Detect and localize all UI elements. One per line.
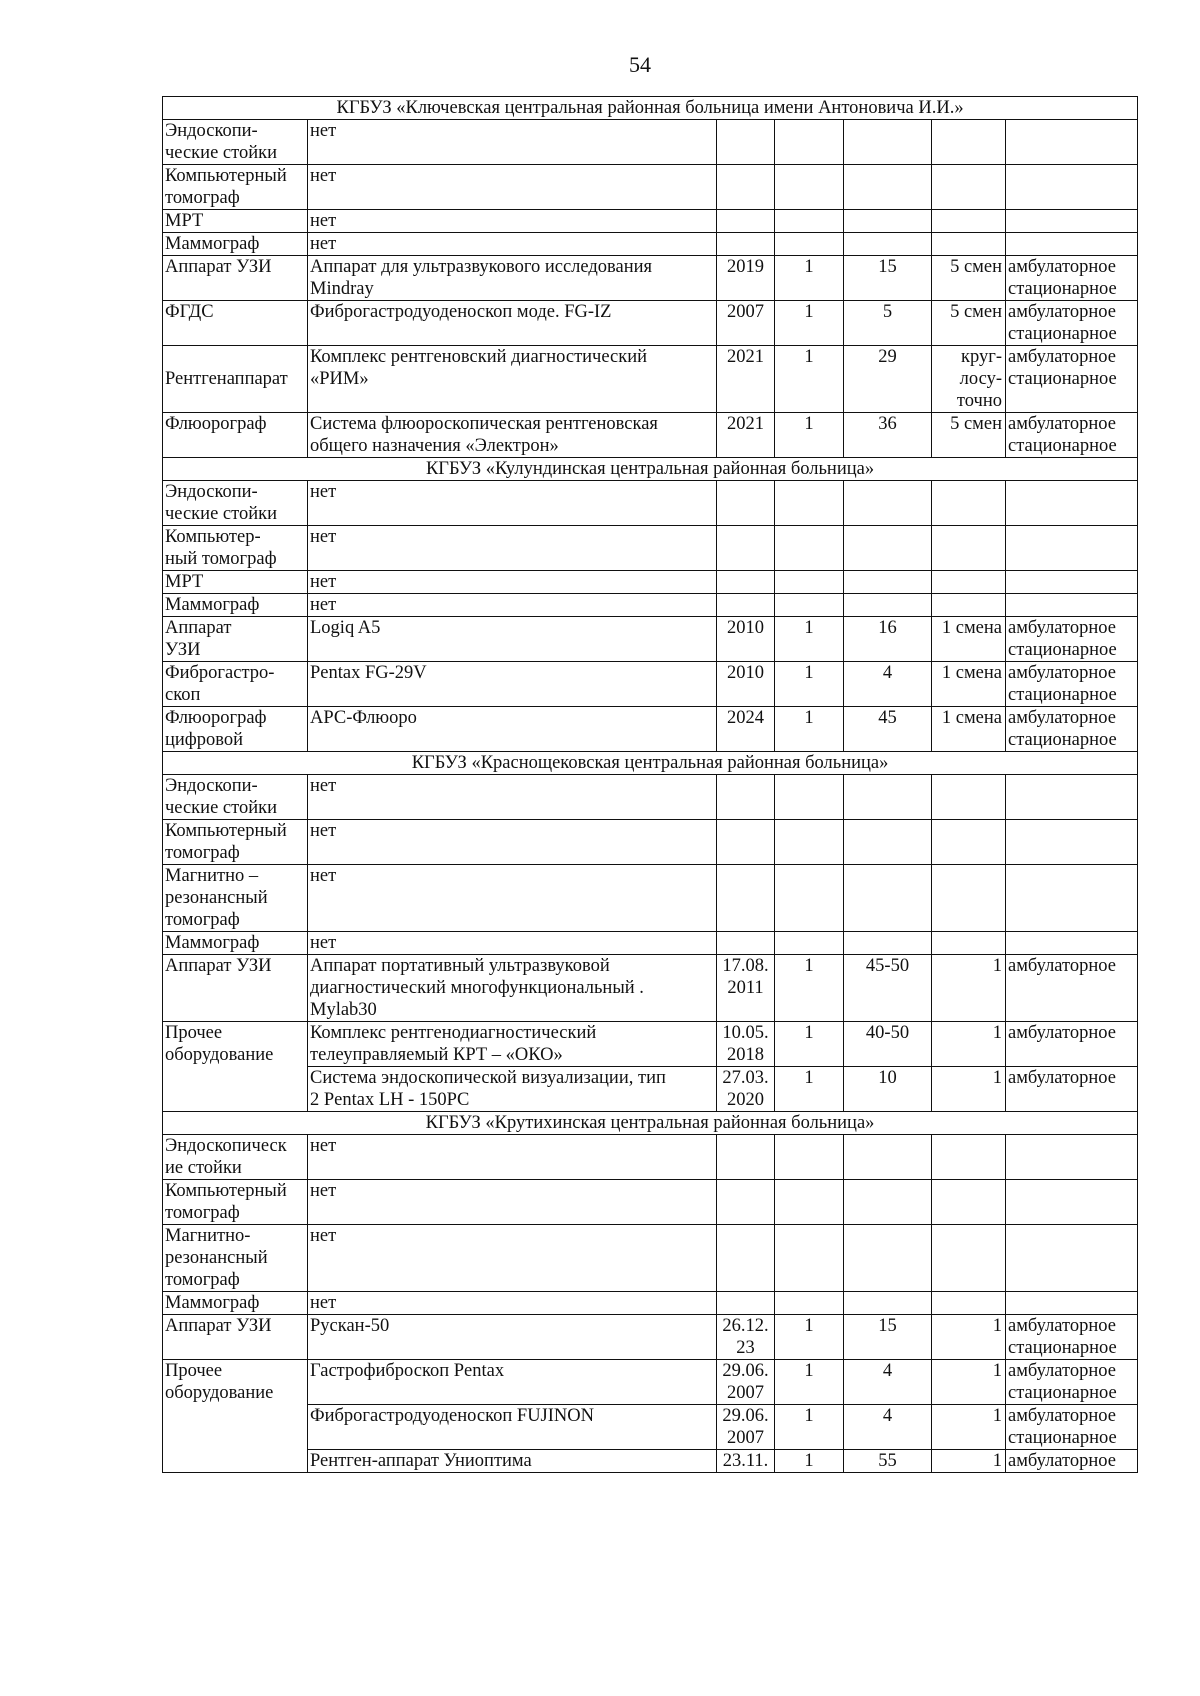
table-row xyxy=(163,1022,1138,1067)
shift-cell: 1 xyxy=(932,955,1006,1022)
equipment-type-cell: Аппарат УЗИ xyxy=(163,1315,308,1360)
table-row xyxy=(163,617,1138,662)
mode-cell xyxy=(1006,1225,1138,1292)
equipment-name-cell: Комплекс рентгеновский диагностический «РИМ» xyxy=(308,346,717,413)
page-number: 54 xyxy=(629,52,651,77)
quantity-cell: 1 xyxy=(775,1450,844,1473)
equipment-name-cell: Система эндоскопической визуализации, тип 2 Pentax LH - 150PC xyxy=(308,1067,717,1112)
table-row xyxy=(163,820,1138,865)
shift-cell: 1 xyxy=(932,1315,1006,1360)
shift-cell xyxy=(932,526,1006,571)
shift-cell: 1 xyxy=(932,1405,1006,1450)
year-cell xyxy=(717,233,775,256)
equipment-type-cell: Компьютерный томограф xyxy=(163,1180,308,1225)
shift-cell xyxy=(932,481,1006,526)
shift-cell xyxy=(932,1292,1006,1315)
shift-cell: 1 xyxy=(932,1067,1006,1112)
mode-cell xyxy=(1006,594,1138,617)
quantity-cell xyxy=(775,1292,844,1315)
section-header: КГБУЗ «Краснощековская центральная районная больница» xyxy=(163,752,1138,775)
wear-cell xyxy=(844,775,932,820)
year-cell xyxy=(717,165,775,210)
quantity-cell: 1 xyxy=(775,256,844,301)
quantity-cell: 1 xyxy=(775,1360,844,1405)
table-row xyxy=(163,233,1138,256)
year-cell xyxy=(717,1292,775,1315)
table-row xyxy=(163,346,1138,413)
year-cell: 10.05. 2018 xyxy=(717,1022,775,1067)
wear-cell: 29 xyxy=(844,346,932,413)
mode-cell: амбулаторное стационарное xyxy=(1006,346,1138,413)
table-row xyxy=(163,1292,1138,1315)
section-header: КГБУЗ «Крутихинская центральная районная больница» xyxy=(163,1112,1138,1135)
quantity-cell xyxy=(775,165,844,210)
quantity-cell xyxy=(775,932,844,955)
year-cell: 2010 xyxy=(717,617,775,662)
mode-cell xyxy=(1006,120,1138,165)
wear-cell: 5 xyxy=(844,301,932,346)
quantity-cell: 1 xyxy=(775,346,844,413)
year-cell: 2021 xyxy=(717,413,775,458)
equipment-name-cell: нет xyxy=(308,820,717,865)
section-header-row xyxy=(163,97,1138,120)
shift-cell xyxy=(932,932,1006,955)
quantity-cell: 1 xyxy=(775,662,844,707)
wear-cell xyxy=(844,526,932,571)
equipment-name-cell: нет xyxy=(308,1180,717,1225)
quantity-cell xyxy=(775,571,844,594)
year-cell: 17.08. 2011 xyxy=(717,955,775,1022)
shift-cell xyxy=(932,1135,1006,1180)
mode-cell xyxy=(1006,481,1138,526)
equipment-type-cell: МРТ xyxy=(163,210,308,233)
equipment-type-cell: Эндоскопи- ческие стойки xyxy=(163,775,308,820)
mode-cell: амбулаторное стационарное xyxy=(1006,662,1138,707)
equipment-name-cell: Logiq A5 xyxy=(308,617,717,662)
year-cell: 2019 xyxy=(717,256,775,301)
mode-cell: амбулаторное стационарное xyxy=(1006,301,1138,346)
equipment-name-cell: Гастрофиброскоп Pentax xyxy=(308,1360,717,1405)
equipment-name-cell: Фиброгастродуоденоскоп FUJINON xyxy=(308,1405,717,1450)
shift-cell: 5 смен xyxy=(932,413,1006,458)
equipment-name-cell: нет xyxy=(308,932,717,955)
shift-cell xyxy=(932,165,1006,210)
mode-cell: амбулаторное xyxy=(1006,955,1138,1022)
table-row xyxy=(163,210,1138,233)
mode-cell xyxy=(1006,233,1138,256)
quantity-cell: 1 xyxy=(775,955,844,1022)
year-cell xyxy=(717,526,775,571)
equipment-name-cell: нет xyxy=(308,481,717,526)
shift-cell: 1 xyxy=(932,1450,1006,1473)
table-row xyxy=(163,1360,1138,1405)
equipment-type-cell: Флюорограф цифровой xyxy=(163,707,308,752)
quantity-cell: 1 xyxy=(775,1315,844,1360)
mode-cell: амбулаторное стационарное xyxy=(1006,256,1138,301)
equipment-type-cell: Магнитно- резонансный томограф xyxy=(163,1225,308,1292)
equipment-name-cell: Pentax FG-29V xyxy=(308,662,717,707)
table-row xyxy=(163,1225,1138,1292)
equipment-type-cell: Флюорограф xyxy=(163,413,308,458)
shift-cell: 1 xyxy=(932,1022,1006,1067)
equipment-type-cell: Маммограф xyxy=(163,932,308,955)
wear-cell: 45 xyxy=(844,707,932,752)
equipment-name-cell: нет xyxy=(308,571,717,594)
equipment-type-cell: Прочее оборудование xyxy=(163,1360,308,1473)
table-row xyxy=(163,932,1138,955)
equipment-name-cell: нет xyxy=(308,165,717,210)
shift-cell xyxy=(932,775,1006,820)
equipment-name-cell: Рентген-аппарат Униоптима xyxy=(308,1450,717,1473)
table-row xyxy=(163,1450,1138,1473)
equipment-type-cell: Маммограф xyxy=(163,594,308,617)
mode-cell xyxy=(1006,210,1138,233)
table-row xyxy=(163,301,1138,346)
wear-cell: 4 xyxy=(844,1405,932,1450)
shift-cell xyxy=(932,210,1006,233)
shift-cell xyxy=(932,865,1006,932)
wear-cell xyxy=(844,233,932,256)
equipment-type-cell: Аппарат УЗИ xyxy=(163,256,308,301)
section-header: КГБУЗ «Ключевская центральная районная больница имени Антоновича И.И.» xyxy=(163,97,1138,120)
table-row xyxy=(163,571,1138,594)
mode-cell xyxy=(1006,165,1138,210)
equipment-name-cell: Комплекс рентгенодиагностический телеуправляемый КРТ – «ОКО» xyxy=(308,1022,717,1067)
equipment-name-cell: нет xyxy=(308,1225,717,1292)
mode-cell xyxy=(1006,865,1138,932)
table-row xyxy=(163,165,1138,210)
wear-cell xyxy=(844,210,932,233)
year-cell xyxy=(717,1180,775,1225)
wear-cell xyxy=(844,1225,932,1292)
equipment-type-cell: Маммограф xyxy=(163,1292,308,1315)
quantity-cell xyxy=(775,120,844,165)
wear-cell: 15 xyxy=(844,256,932,301)
wear-cell: 36 xyxy=(844,413,932,458)
quantity-cell xyxy=(775,865,844,932)
shift-cell: 5 смен xyxy=(932,256,1006,301)
quantity-cell: 1 xyxy=(775,617,844,662)
section-header: КГБУЗ «Кулундинская центральная районная больница» xyxy=(163,458,1138,481)
table-row xyxy=(163,775,1138,820)
wear-cell: 15 xyxy=(844,1315,932,1360)
equipment-table xyxy=(162,96,1138,1473)
mode-cell: амбулаторное стационарное xyxy=(1006,707,1138,752)
equipment-name-cell: АРС-Флюоро xyxy=(308,707,717,752)
year-cell xyxy=(717,1135,775,1180)
mode-cell: амбулаторное стационарное xyxy=(1006,1315,1138,1360)
year-cell xyxy=(717,865,775,932)
mode-cell xyxy=(1006,526,1138,571)
section-header-row xyxy=(163,752,1138,775)
shift-cell xyxy=(932,1180,1006,1225)
wear-cell: 4 xyxy=(844,1360,932,1405)
equipment-type-cell: Рентгенаппарат xyxy=(163,346,308,413)
table-row xyxy=(163,1315,1138,1360)
quantity-cell xyxy=(775,526,844,571)
equipment-name-cell: Рускан-50 xyxy=(308,1315,717,1360)
table-row xyxy=(163,526,1138,571)
wear-cell: 4 xyxy=(844,662,932,707)
equipment-table-body xyxy=(163,97,1138,1473)
equipment-type-cell: Компьютер- ный томограф xyxy=(163,526,308,571)
table-row xyxy=(163,1067,1138,1112)
table-row xyxy=(163,120,1138,165)
year-cell xyxy=(717,210,775,233)
quantity-cell xyxy=(775,481,844,526)
shift-cell: 1 смена xyxy=(932,617,1006,662)
year-cell: 2007 xyxy=(717,301,775,346)
year-cell: 2021 xyxy=(717,346,775,413)
shift-cell xyxy=(932,1225,1006,1292)
table-row xyxy=(163,662,1138,707)
table-row xyxy=(163,256,1138,301)
year-cell xyxy=(717,932,775,955)
quantity-cell: 1 xyxy=(775,1405,844,1450)
year-cell: 2024 xyxy=(717,707,775,752)
mode-cell: амбулаторное стационарное xyxy=(1006,617,1138,662)
shift-cell: 1 смена xyxy=(932,707,1006,752)
mode-cell xyxy=(1006,820,1138,865)
wear-cell: 45-50 xyxy=(844,955,932,1022)
equipment-type-cell: Фиброгастро- скоп xyxy=(163,662,308,707)
table-row xyxy=(163,955,1138,1022)
mode-cell: амбулаторное стационарное xyxy=(1006,1360,1138,1405)
table-row xyxy=(163,413,1138,458)
wear-cell: 16 xyxy=(844,617,932,662)
equipment-type-cell: Эндоскопическ ие стойки xyxy=(163,1135,308,1180)
equipment-name-cell: нет xyxy=(308,775,717,820)
quantity-cell xyxy=(775,820,844,865)
mode-cell: амбулаторное xyxy=(1006,1450,1138,1473)
wear-cell: 10 xyxy=(844,1067,932,1112)
equipment-name-cell: нет xyxy=(308,526,717,571)
year-cell xyxy=(717,775,775,820)
wear-cell xyxy=(844,1135,932,1180)
year-cell: 26.12. 23 xyxy=(717,1315,775,1360)
quantity-cell xyxy=(775,1180,844,1225)
mode-cell: амбулаторное xyxy=(1006,1067,1138,1112)
quantity-cell: 1 xyxy=(775,1067,844,1112)
quantity-cell: 1 xyxy=(775,413,844,458)
wear-cell xyxy=(844,865,932,932)
equipment-type-cell: Компьютерный томограф xyxy=(163,165,308,210)
wear-cell xyxy=(844,571,932,594)
equipment-name-cell: нет xyxy=(308,233,717,256)
equipment-name-cell: нет xyxy=(308,120,717,165)
year-cell: 23.11. xyxy=(717,1450,775,1473)
equipment-type-cell: Маммограф xyxy=(163,233,308,256)
equipment-name-cell: Аппарат для ультразвукового исследования Mindray xyxy=(308,256,717,301)
quantity-cell xyxy=(775,233,844,256)
quantity-cell: 1 xyxy=(775,1022,844,1067)
table-row xyxy=(163,707,1138,752)
shift-cell: 5 смен xyxy=(932,301,1006,346)
mode-cell xyxy=(1006,1180,1138,1225)
section-header-row xyxy=(163,1112,1138,1135)
wear-cell xyxy=(844,1292,932,1315)
equipment-type-cell: Эндоскопи- ческие стойки xyxy=(163,120,308,165)
equipment-type-cell: Компьютерный томограф xyxy=(163,820,308,865)
year-cell xyxy=(717,594,775,617)
equipment-type-cell: МРТ xyxy=(163,571,308,594)
mode-cell xyxy=(1006,571,1138,594)
wear-cell xyxy=(844,165,932,210)
wear-cell: 55 xyxy=(844,1450,932,1473)
year-cell: 29.06. 2007 xyxy=(717,1405,775,1450)
mode-cell xyxy=(1006,1292,1138,1315)
quantity-cell: 1 xyxy=(775,707,844,752)
wear-cell xyxy=(844,594,932,617)
year-cell: 2010 xyxy=(717,662,775,707)
year-cell xyxy=(717,820,775,865)
shift-cell: 1 смена xyxy=(932,662,1006,707)
equipment-type-cell: Прочее оборудование xyxy=(163,1022,308,1112)
equipment-name-cell: нет xyxy=(308,1292,717,1315)
equipment-type-cell: Эндоскопи- ческие стойки xyxy=(163,481,308,526)
equipment-type-cell: ФГДС xyxy=(163,301,308,346)
mode-cell: амбулаторное xyxy=(1006,1022,1138,1067)
mode-cell xyxy=(1006,932,1138,955)
year-cell xyxy=(717,1225,775,1292)
equipment-name-cell: нет xyxy=(308,865,717,932)
shift-cell xyxy=(932,820,1006,865)
quantity-cell xyxy=(775,1225,844,1292)
wear-cell xyxy=(844,120,932,165)
wear-cell xyxy=(844,820,932,865)
section-header-row xyxy=(163,458,1138,481)
shift-cell xyxy=(932,571,1006,594)
table-row xyxy=(163,481,1138,526)
shift-cell: 1 xyxy=(932,1360,1006,1405)
equipment-name-cell: Система флюороскопическая рентгеновская общего назначения «Электрон» xyxy=(308,413,717,458)
year-cell xyxy=(717,481,775,526)
table-row xyxy=(163,1180,1138,1225)
quantity-cell xyxy=(775,594,844,617)
year-cell xyxy=(717,571,775,594)
equipment-type-cell: Аппарат УЗИ xyxy=(163,617,308,662)
table-row xyxy=(163,1405,1138,1450)
quantity-cell xyxy=(775,775,844,820)
equipment-name-cell: Фиброгастродуоденоскоп моде. FG-IZ xyxy=(308,301,717,346)
equipment-name-cell: Аппарат портативный ультразвуковой диагностический многофункциональный . Mylab30 xyxy=(308,955,717,1022)
shift-cell xyxy=(932,594,1006,617)
equipment-name-cell: нет xyxy=(308,1135,717,1180)
shift-cell: круг- лосу- точно xyxy=(932,346,1006,413)
mode-cell xyxy=(1006,775,1138,820)
wear-cell xyxy=(844,932,932,955)
mode-cell: амбулаторное стационарное xyxy=(1006,413,1138,458)
equipment-type-cell: Аппарат УЗИ xyxy=(163,955,308,1022)
shift-cell xyxy=(932,120,1006,165)
table-row xyxy=(163,594,1138,617)
wear-cell xyxy=(844,1180,932,1225)
year-cell: 27.03. 2020 xyxy=(717,1067,775,1112)
quantity-cell: 1 xyxy=(775,301,844,346)
mode-cell: амбулаторное стационарное xyxy=(1006,1405,1138,1450)
mode-cell xyxy=(1006,1135,1138,1180)
year-cell xyxy=(717,120,775,165)
equipment-name-cell: нет xyxy=(308,594,717,617)
equipment-type-cell: Магнитно – резонансный томограф xyxy=(163,865,308,932)
table-row xyxy=(163,865,1138,932)
shift-cell xyxy=(932,233,1006,256)
wear-cell xyxy=(844,481,932,526)
quantity-cell xyxy=(775,1135,844,1180)
wear-cell: 40-50 xyxy=(844,1022,932,1067)
quantity-cell xyxy=(775,210,844,233)
year-cell: 29.06. 2007 xyxy=(717,1360,775,1405)
table-row xyxy=(163,1135,1138,1180)
equipment-name-cell: нет xyxy=(308,210,717,233)
